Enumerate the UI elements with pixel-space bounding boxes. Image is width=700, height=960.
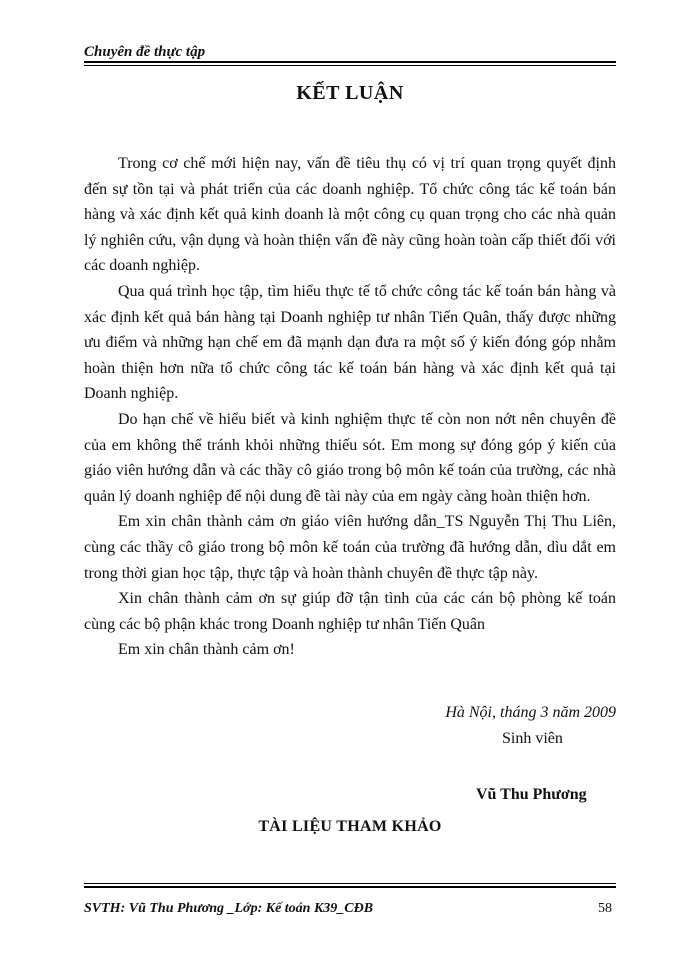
page-footer [84, 883, 616, 923]
footer-rule-thick [84, 886, 616, 888]
body-text [84, 151, 616, 663]
paragraph-4: Em xin chân thành cảm ơn giáo viên hướng dẫn_TS Nguyễn Thị Thu Liên, cùng các thầy cô giáo trong bộ môn kế toán của trường đã hướng dẫn, dìu dắt em trong thời gian học tập, thực tập và hoàn thành chuyên đề thực tập này. [84, 513, 616, 582]
paragraph-3: Do hạn chế về hiểu biết và kinh nghiệm thực tế còn non nớt nên chuyên đề của em không thể tránh khỏi những thiếu sót. Em mong sự đóng góp ý kiến của giáo viên hướng dẫn và các thầy cô giáo trong bộ môn kế toán của trường, các nhà quản lý doanh nghiệp để nội dung đề tài này của em ngày càng hoàn thiện hơn. [84, 410, 616, 505]
signature-name: Vũ Thu Phương [476, 786, 587, 803]
header-rule-thick [84, 61, 616, 63]
paragraph-6: Em xin chân thành cảm ơn! [118, 641, 295, 659]
header-rule-thin [84, 65, 616, 66]
page-number: 58 [598, 901, 612, 916]
date-line: Hà Nội, tháng 3 năm 2009 [445, 704, 616, 721]
page-title: KẾT LUẬN [296, 82, 404, 104]
paragraph-5: Xin chân thành cảm ơn sự giúp đỡ tận tình của các cán bộ phòng kế toán cùng các bộ phận khác trong Doanh nghiệp tư nhân Tiến Quân [84, 590, 616, 633]
header-title: Chuyên đề thực tập [84, 44, 206, 60]
footer-rule-thin [84, 883, 616, 884]
paragraph-2: Qua quá trình học tập, tìm hiểu thực tế tổ chức công tác kế toán bán hàng và xác định kết quả bán hàng tại Doanh nghiệp tư nhân Tiến Quân, thấy được những ưu điểm và những hạn chế em đã mạnh dạn đưa ra một số ý kiến đóng góp nhằm hoàn thiện hơn nữa tổ chức công tác kế toán bán hàng và xác định kết quả tại Doanh nghiệp. [84, 282, 616, 403]
paragraph-1: Trong cơ chế mới hiện nay, vấn đề tiêu thụ có vị trí quan trọng quyết định đến sự tồn tại và phát triển của các doanh nghiệp. Tổ chức công tác kế toán bán hàng và xác định kết quả kinh doanh là một công cụ quan trọng cho các nhà quản lý nghiên cứu, vận dụng và hoàn thiện vấn đề này cũng hoàn toàn cấp thiết đối với các doanh nghiệp. [84, 155, 616, 275]
page-header [84, 40, 616, 64]
signature-role: Sinh viên [502, 730, 563, 747]
references-title: TÀI LIỆU THAM KHẢO [258, 818, 442, 835]
footer-text: SVTH: Vũ Thu Phương _Lớp: Kế toán K39_CĐB [84, 901, 374, 916]
